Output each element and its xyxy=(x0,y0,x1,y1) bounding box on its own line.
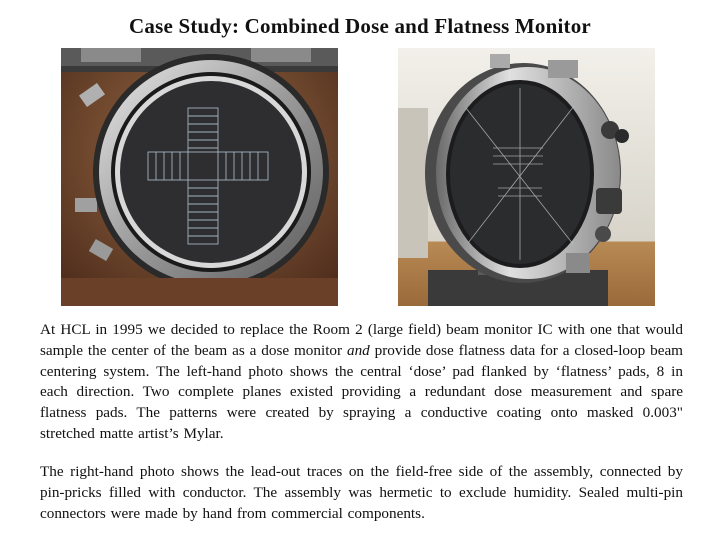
emphasis-and: and xyxy=(346,341,370,359)
description-paragraph-2: The right-hand photo shows the lead-out traces on the field-free side of the assembly, connected by pin-pricks filled with conductor. The assembly was hermetic to exclude humidity. Sealed multi-pin connectors were made by hand from commercial components. xyxy=(40,463,683,522)
slide-title: Case Study: Combined Dose and Flatness Monitor xyxy=(129,14,591,38)
description-paragraph-1: At HCL in 1995 we decided to replace the Room 2 (large field) beam monitor IC with one that would sample the center of the beam as a dose monitor and provide dose flatness data for a closed-loop beam centering system. The left-hand photo shows the central ‘dose’ pad flanked by ‘flatness’ pads, 8 in each direction. Two complete planes existed providing a redundant dose measurement and spare flatness pads. The patterns were created by spraying a conductive coating onto masked 0.003" stretched matte artist’s Mylar. xyxy=(40,321,683,442)
beam-monitor-back-photo xyxy=(398,48,655,306)
beam-monitor-front-photo xyxy=(61,48,338,306)
